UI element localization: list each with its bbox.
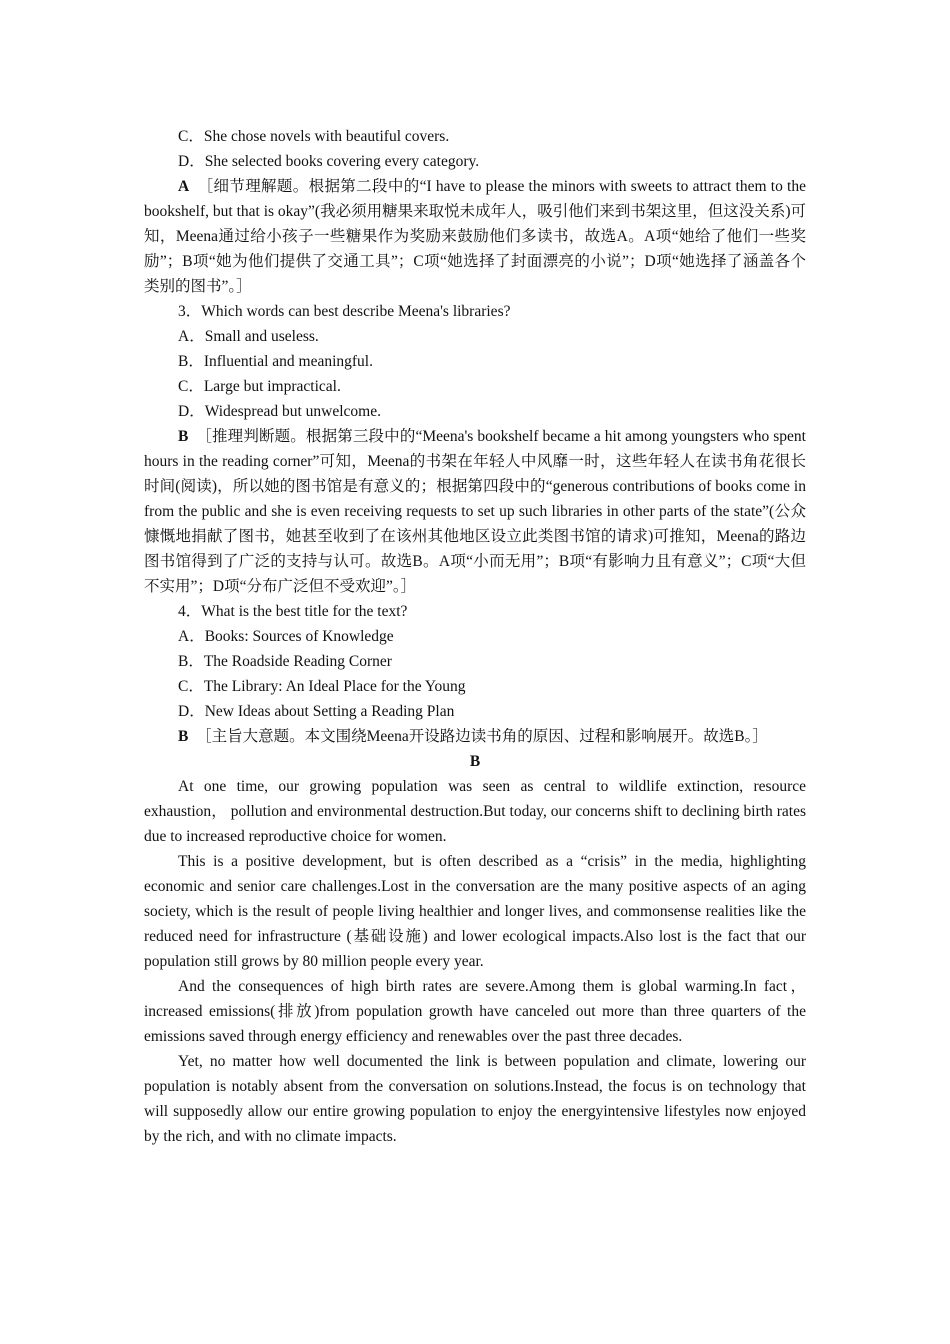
passage-paragraph: And the consequences of high birth rates are severe.Among them is global warming.In fact， increased emissions(排放)from population growth have canceled out more than three quarters of the emissions saved through energy efficiency and renewables over the past three decades. [144, 978, 806, 1045]
q4-option-b: B．The Roadside Reading Corner [178, 653, 392, 670]
q3-option-a: A．Small and useless. [178, 328, 319, 345]
q3-answer [144, 424, 806, 599]
q4-answer [144, 724, 806, 749]
q2-option-c: C．She chose novels with beautiful covers. [178, 128, 450, 145]
q3-explanation: ［推理判断题。根据第三段中的“Meena's bookshelf became a hit among youngsters who spent hours in the reading corner”可知，Meena的书架在年轻人中风靡一时，这些年轻人在读书角花很长时间(阅读)，所以她的图书馆是有意义的；根据第四段中的“generous contributions of books come in from the public and she is even receiving requests to set up such libraries in other parts of the state”(公众慷慨地捐献了图书，她甚至收到了在该州其他地区设立此类图书馆的请求)可推知，Meena的路边图书馆得到了广泛的支持与认可。故选B。A项“小而无用”；B项“有影响力且有意义”；C项“大但不实用”；D项“分布广泛但不受欢迎”。］ [144, 428, 806, 595]
q2-answer-letter: A [178, 178, 190, 195]
q4-answer-letter: B [178, 728, 189, 745]
q3-answer-letter: B [178, 428, 189, 445]
q4-question: 4．What is the best title for the text? [178, 603, 408, 620]
passage-paragraph: This is a positive development, but is often described as a “crisis” in the media, highlighting economic and senior care challenges.Lost in the conversation are the many positive aspects of an aging society, which is the result of people living healthier and longer lives, and commonsense realities like the reduced need for infrastructure (基础设施) and lower ecological impacts.Also lost is the fact that our population still grows by 80 million people every year. [144, 853, 806, 970]
q4-option-a: A．Books: Sources of Knowledge [178, 628, 394, 645]
document-page [144, 124, 806, 1149]
q3-option-b: B．Influential and meaningful. [178, 353, 373, 370]
q2-explanation: ［细节理解题。根据第二段中的“I have to please the minors with sweets to attract them to the bookshelf, but that is okay”(我必须用糖果来取悦未成年人，吸引他们来到书架这里，但这没关系)可知，Meena通过给小孩子一些糖果作为奖励来鼓励他们多读书，故选A。A项“她给了他们一些奖励”；B项“她为他们提供了交通工具”；C项“她选择了封面漂亮的小说”；D项“她选择了涵盖各个类别的图书”。］ [144, 178, 806, 295]
q3-question: 3．Which words can best describe Meena's libraries? [178, 303, 511, 320]
q4-option-c: C．The Library: An Ideal Place for the Young [178, 678, 466, 695]
q4-option-d: D．New Ideas about Setting a Reading Plan [178, 703, 455, 720]
q3-option-c: C．Large but impractical. [178, 378, 341, 395]
q2-option-d: D．She selected books covering every category. [178, 153, 480, 170]
q2-answer [144, 174, 806, 299]
passage-paragraph: At one time, our growing population was seen as central to wildlife extinction, resource exhaustion， pollution and environmental destruction.But today, our concerns shift to declining birth rates due to increased reproductive choice for women. [144, 778, 806, 845]
q4-explanation: ［主旨大意题。本文围绕Meena开设路边读书角的原因、过程和影响展开。故选B。］ [203, 728, 768, 745]
q3-option-d: D．Widespread but unwelcome. [178, 403, 381, 420]
section-heading: B [469, 753, 481, 770]
passage-paragraph: Yet, no matter how well documented the link is between population and climate, lowering our population is notably absent from the conversation on solutions.Instead, the focus is on technology that will supposedly allow our entire growing population to enjoy the energyintensive lifestyles now enjoyed by the rich, and with no climate impacts. [144, 1053, 806, 1145]
